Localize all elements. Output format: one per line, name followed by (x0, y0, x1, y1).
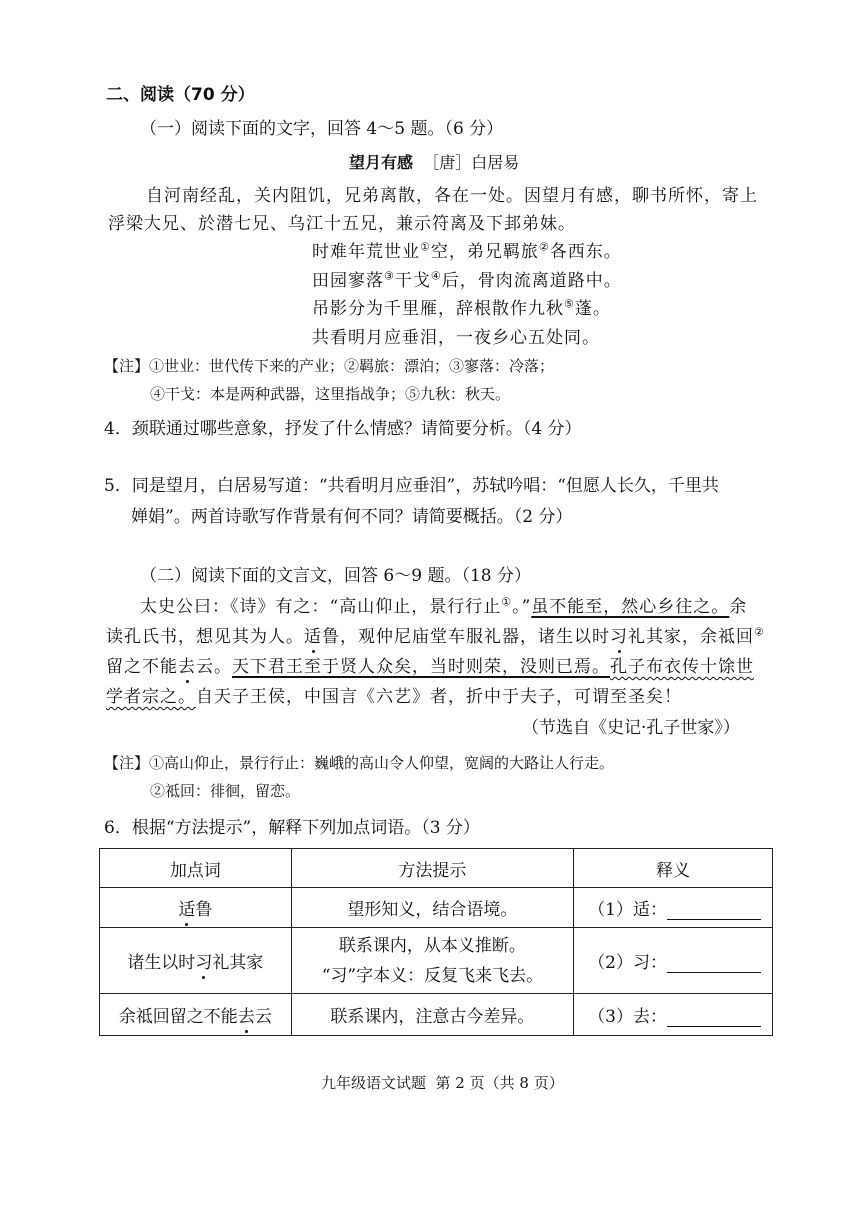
note-ref: ② (754, 625, 765, 639)
note-ref: ④ (430, 269, 442, 283)
answer-cell: （1）适： (574, 888, 773, 928)
question-6-table (99, 848, 773, 1036)
table-header-row (100, 849, 773, 888)
wavy-underlined-sentence: 学者宗之。 (106, 687, 196, 707)
method-hint-cell: 联系课内，从本义推断。 “习”字本义：反复飞来飞去。 (291, 928, 574, 994)
poem-verse-1: 时难年荒世业①空，弟兄羁旅②各西东。 (312, 240, 622, 262)
classical-text-line2: 读孔氏书，想见其为人。适鲁，观仲尼庙堂车服礼器，诸生以时习礼其家，余祗回② (106, 625, 765, 647)
note-ref: ① (420, 240, 431, 254)
table-row (100, 928, 773, 994)
dotted-phrase-cell: 余祗回留之不能去云 (100, 994, 292, 1036)
section-heading: 二、阅读（70 分） (106, 85, 255, 105)
page-footer: 九年级语文试题 第 2 页（共 8 页） (321, 1074, 564, 1092)
table-header: 方法提示 (291, 849, 574, 888)
dotted-phrase-cell: 诸生以时习礼其家 (100, 928, 292, 994)
poem-author: ［唐］白居易 (423, 153, 520, 172)
method-hint-cell: 望形知义，结合语境。 (291, 888, 574, 928)
dotted-word: 习 (195, 953, 213, 973)
note-ref: ⑤ (564, 297, 575, 311)
dotted-word: 适 (178, 900, 196, 920)
poem-preface-line2: 浮梁大兄、於潜七兄、乌江十五兄，兼示符离及下邽弟妹。 (108, 214, 576, 234)
note-ref: ① (501, 595, 513, 609)
answer-blank[interactable] (667, 1010, 761, 1027)
question-6-prompt: 6．根据“方法提示”，解释下列加点词语。（3 分） (104, 818, 480, 838)
answer-blank[interactable] (667, 956, 761, 973)
underlined-sentence: 虽不能至，然心乡往之。 (531, 597, 730, 617)
classical-note-line2: ②祗回：徘徊，留恋。 (150, 782, 301, 800)
poem-note-line1: 【注】①世业：世代传下来的产业；②羁旅：漂泊；③寥落：冷落； (104, 357, 555, 375)
classical-text-line1: 太史公曰：《诗》有之：“高山仰止，景行行止①。”虽不能至，然心乡往之。余 (140, 595, 748, 617)
dotted-word: 适 (304, 627, 322, 647)
dotted-word: 去 (178, 657, 196, 677)
wavy-underlined-sentence: 孔子布衣传十馀世 (610, 657, 754, 677)
part1-instruction: （一）阅读下面的文字，回答 4～5 题。（6 分） (140, 119, 504, 139)
poem-note-line2: ④干戈：本是两种武器，这里指战争；⑤九秋：秋天。 (150, 385, 511, 403)
note-ref: ③ (384, 269, 395, 283)
underlined-sentence: 天下君王至于贤人众矣，当时则荣，没则已焉。 (232, 657, 610, 677)
classical-text-line3: 留之不能去云。天下君王至于贤人众矣，当时则荣，没则已焉。孔子布衣传十馀世 (106, 657, 754, 677)
dotted-phrase-cell: 适鲁 (100, 888, 292, 928)
question-4: 4．颈联通过哪些意象，抒发了什么情感？请简要分析。（4 分） (104, 419, 582, 439)
poem-verse-3: 吊影分为千里雁，辞根散作九秋⑤蓬。 (312, 297, 611, 319)
table-row (100, 888, 773, 928)
poem-preface-line1: 自河南经乱，关内阻饥，兄弟离散，各在一处。因望月有感，聊书所怀，寄上 (146, 186, 758, 206)
question-5-line2: 婵娟”。两首诗歌写作背景有何不同？请简要概括。（2 分） (131, 507, 573, 527)
dotted-word: 去 (237, 1007, 255, 1027)
method-hint-cell: 联系课内，注意古今差异。 (291, 994, 574, 1036)
table-row (100, 994, 773, 1036)
classical-text-source: （节选自《史记·孔子世家》） (522, 718, 740, 738)
classical-text-line4: 学者宗之。自天子王侯，中国言《六艺》者，折中于夫子，可谓至圣矣！ (106, 687, 682, 707)
poem-verse-4: 共看明月应垂泪，一夜乡心五处同。 (312, 328, 600, 348)
table-header: 加点词 (100, 849, 292, 888)
classical-note-line1: 【注】①高山仰止，景行行止：巍峨的高山令人仰望，宽阔的大路让人行走。 (104, 754, 615, 772)
answer-cell: （2）习： (574, 928, 773, 994)
answer-blank[interactable] (667, 903, 761, 920)
answer-cell: （3）去： (574, 994, 773, 1036)
note-ref: ② (538, 240, 550, 254)
table-header: 释义 (574, 849, 773, 888)
question-5-line1: 5．同是望月，白居易写道：“共看明月应垂泪”，苏轼吟唱：“但愿人长久，千里共 (104, 476, 719, 496)
part2-instruction: （二）阅读下面的文言文，回答 6～9 题。（18 分） (140, 566, 531, 586)
dotted-word: 习 (610, 627, 628, 647)
poem-heading (349, 150, 519, 173)
poem-verse-2: 田园寥落③干戈④后，骨肉流离道路中。 (312, 269, 622, 291)
poem-title: 望月有感 (349, 153, 414, 172)
